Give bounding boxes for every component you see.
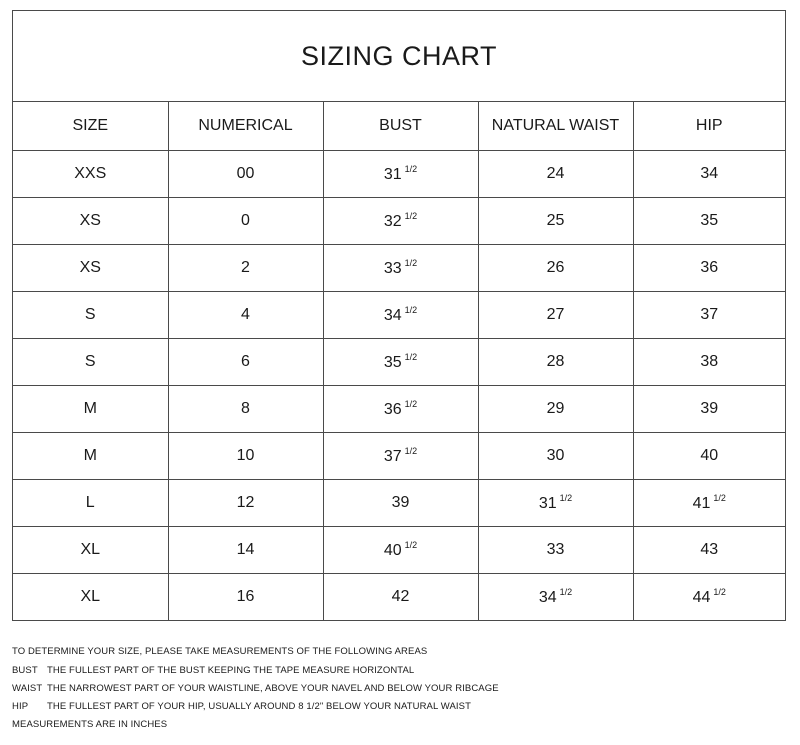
cell-value: 26	[546, 258, 565, 276]
cell-fraction: 1/2	[404, 304, 418, 315]
cell-value: 40	[700, 446, 719, 464]
cell-value: XS	[79, 258, 101, 276]
note-key: WAIST	[12, 683, 43, 694]
cell-value: 27	[546, 305, 565, 323]
cell-value: 31	[383, 165, 402, 183]
cell-bust	[323, 479, 478, 526]
cell-numerical	[168, 526, 323, 573]
cell-natural-waist	[478, 197, 633, 244]
cell-size	[13, 338, 168, 385]
header-natural-waist: NATURAL WAIST	[478, 102, 633, 150]
cell-value: 12	[236, 493, 255, 511]
cell-value: 38	[700, 352, 719, 370]
cell-value: 0	[241, 211, 250, 229]
table-row	[13, 197, 785, 244]
note-text: THE FULLEST PART OF YOUR HIP, USUALLY AROUND 8 1/2" BELOW YOUR NATURAL WAIST	[47, 701, 471, 712]
cell-bust	[323, 385, 478, 432]
cell-value: 39	[391, 493, 410, 511]
chart-title: SIZING CHART	[13, 11, 785, 102]
header-numerical: NUMERICAL	[168, 102, 323, 150]
measurement-notes	[12, 643, 792, 734]
cell-size	[13, 573, 168, 620]
cell-value: XS	[79, 211, 101, 229]
cell-numerical	[168, 479, 323, 526]
cell-numerical	[168, 573, 323, 620]
cell-value: 16	[236, 587, 255, 605]
table-row	[13, 432, 785, 479]
cell-value: 00	[236, 164, 255, 182]
cell-natural-waist	[478, 291, 633, 338]
table-row	[13, 338, 785, 385]
note-bust	[12, 662, 792, 680]
table-row	[13, 385, 785, 432]
cell-bust	[323, 244, 478, 291]
table-row	[13, 291, 785, 338]
cell-value: 43	[700, 540, 719, 558]
cell-value: 35	[383, 353, 402, 371]
cell-size	[13, 244, 168, 291]
cell-value: S	[84, 305, 96, 323]
header-size: SIZE	[13, 102, 168, 150]
cell-numerical	[168, 244, 323, 291]
cell-bust	[323, 291, 478, 338]
note-key: HIP	[12, 701, 29, 712]
cell-value: 33	[383, 259, 402, 277]
cell-bust	[323, 150, 478, 197]
cell-value: 6	[241, 352, 250, 370]
table-row	[13, 150, 785, 197]
cell-size	[13, 526, 168, 573]
cell-hip	[633, 479, 785, 526]
cell-value: 36	[383, 400, 402, 418]
cell-value: 36	[700, 258, 719, 276]
cell-natural-waist	[478, 385, 633, 432]
cell-value: M	[83, 446, 97, 464]
cell-value: 29	[546, 399, 565, 417]
notes-intro: TO DETERMINE YOUR SIZE, PLEASE TAKE MEASUREMENTS OF THE FOLLOWING AREAS	[12, 646, 428, 657]
cell-fraction: 1/2	[404, 445, 418, 456]
cell-hip	[633, 432, 785, 479]
cell-value: 25	[546, 211, 565, 229]
cell-value: 35	[700, 211, 719, 229]
cell-natural-waist	[478, 432, 633, 479]
sizing-chart	[12, 10, 786, 621]
note-hip	[12, 698, 792, 716]
cell-value: XL	[80, 540, 101, 558]
note-key: BUST	[12, 665, 38, 676]
cell-fraction: 1/2	[713, 492, 726, 503]
cell-size	[13, 291, 168, 338]
cell-bust	[323, 197, 478, 244]
cell-size	[13, 432, 168, 479]
cell-fraction: 1/2	[713, 586, 726, 597]
cell-fraction: 1/2	[404, 163, 418, 174]
table-row	[13, 244, 785, 291]
table-body	[13, 150, 785, 620]
cell-value: 4	[241, 305, 250, 323]
cell-size	[13, 150, 168, 197]
note-waist	[12, 680, 792, 698]
cell-fraction: 1/2	[404, 210, 418, 221]
table-row	[13, 573, 785, 620]
cell-bust	[323, 526, 478, 573]
cell-hip	[633, 385, 785, 432]
cell-fraction: 1/2	[404, 539, 418, 550]
cell-value: 37	[700, 305, 719, 323]
cell-natural-waist	[478, 150, 633, 197]
cell-fraction: 1/2	[404, 398, 418, 409]
cell-value: 41	[692, 494, 711, 512]
cell-fraction: 1/2	[559, 492, 573, 503]
cell-fraction: 1/2	[404, 257, 418, 268]
cell-hip	[633, 338, 785, 385]
cell-value: 37	[383, 447, 402, 465]
cell-fraction: 1/2	[559, 586, 573, 597]
cell-value: 31	[538, 494, 557, 512]
cell-bust	[323, 338, 478, 385]
cell-value: 24	[546, 164, 565, 182]
cell-value: 30	[546, 446, 565, 464]
cell-value: 32	[383, 212, 402, 230]
cell-size	[13, 197, 168, 244]
table-row	[13, 526, 785, 573]
cell-value: S	[84, 352, 96, 370]
cell-numerical	[168, 291, 323, 338]
cell-fraction: 1/2	[404, 351, 418, 362]
cell-value: M	[83, 399, 97, 417]
sizing-table	[13, 102, 785, 620]
header-hip: HIP	[633, 102, 785, 150]
cell-value: 34	[538, 588, 557, 606]
cell-bust	[323, 432, 478, 479]
table-row	[13, 479, 785, 526]
cell-numerical	[168, 197, 323, 244]
cell-value: 40	[383, 541, 402, 559]
cell-numerical	[168, 385, 323, 432]
cell-value: 8	[241, 399, 250, 417]
cell-hip	[633, 197, 785, 244]
header-row	[13, 102, 785, 150]
notes-footer: MEASUREMENTS ARE IN INCHES	[12, 719, 168, 730]
cell-value: 28	[546, 352, 565, 370]
cell-value: 42	[391, 587, 410, 605]
cell-size	[13, 385, 168, 432]
cell-size	[13, 479, 168, 526]
cell-value: XL	[80, 587, 101, 605]
cell-natural-waist	[478, 244, 633, 291]
cell-hip	[633, 244, 785, 291]
cell-numerical	[168, 150, 323, 197]
cell-hip	[633, 150, 785, 197]
cell-numerical	[168, 338, 323, 385]
cell-numerical	[168, 432, 323, 479]
cell-value: 34	[383, 306, 402, 324]
note-text: THE FULLEST PART OF THE BUST KEEPING THE TAPE MEASURE HORIZONTAL	[47, 665, 415, 676]
cell-natural-waist	[478, 526, 633, 573]
header-bust: BUST	[323, 102, 478, 150]
cell-value: 33	[546, 540, 565, 558]
cell-bust	[323, 573, 478, 620]
cell-value: 10	[236, 446, 255, 464]
note-text: THE NARROWEST PART OF YOUR WAISTLINE, ABOVE YOUR NAVEL AND BELOW YOUR RIBCAGE	[47, 683, 499, 694]
cell-value: XXS	[74, 164, 107, 182]
cell-hip	[633, 291, 785, 338]
cell-value: 39	[700, 399, 719, 417]
cell-natural-waist	[478, 573, 633, 620]
cell-value: 34	[700, 164, 719, 182]
cell-natural-waist	[478, 338, 633, 385]
cell-hip	[633, 573, 785, 620]
cell-hip	[633, 526, 785, 573]
cell-value: 14	[236, 540, 255, 558]
cell-value: 2	[241, 258, 250, 276]
cell-natural-waist	[478, 479, 633, 526]
cell-value: L	[85, 493, 95, 511]
cell-value: 44	[692, 588, 711, 606]
